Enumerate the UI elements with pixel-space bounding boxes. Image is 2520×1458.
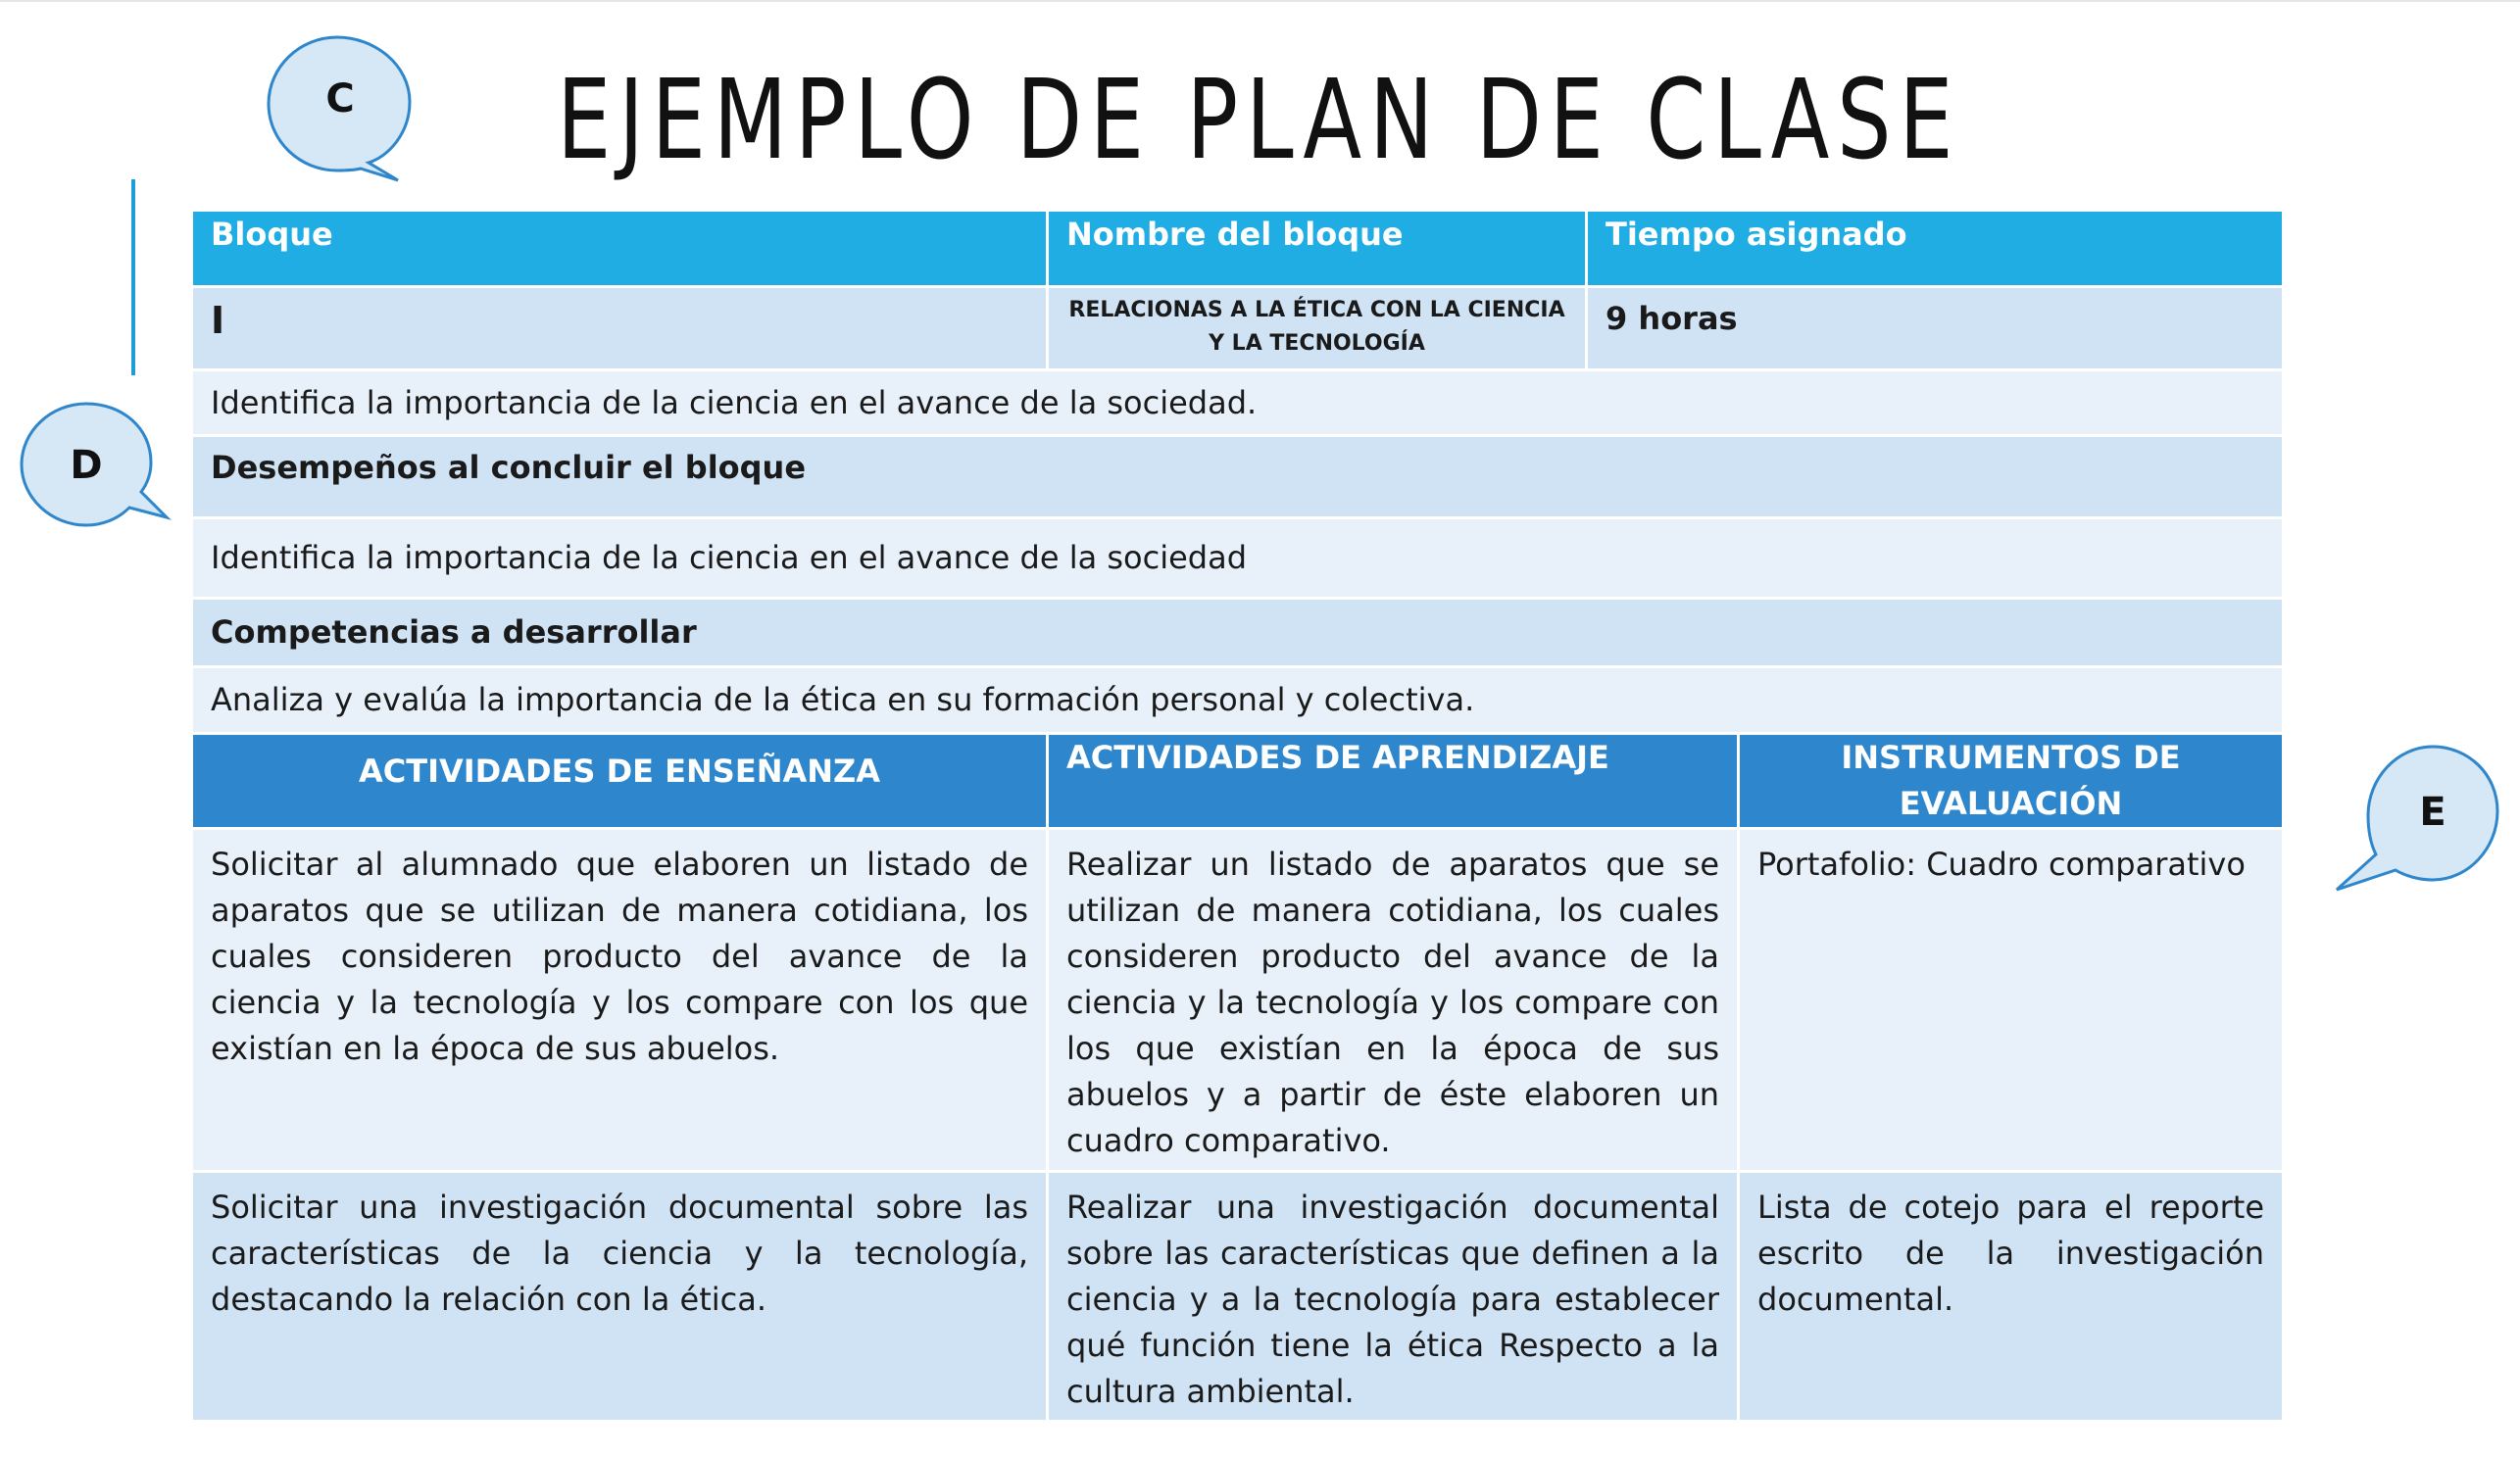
header-tiempo-asignado: Tiempo asignado <box>1587 211 2284 287</box>
block-name-line2: Y LA TECNOLOGÍA <box>1209 331 1425 356</box>
purpose-text: Identifica la importancia de la ciencia en el avance de la sociedad. <box>192 370 2284 436</box>
side-accent-line <box>131 179 135 375</box>
activity-evaluacion: Portafolio: Cuadro comparativo <box>1739 829 2284 1172</box>
bubble-label-e: E <box>2419 790 2446 835</box>
desempenos-label-row <box>192 436 2284 518</box>
header-nombre-bloque: Nombre del bloque <box>1048 211 1587 287</box>
bubble-label-d: D <box>70 443 103 488</box>
desempenos-text: Identifica la importancia de la ciencia en el avance de la sociedad <box>192 518 2284 599</box>
block-info-row <box>192 287 2284 370</box>
desempenos-label: Desempeños al concluir el bloque <box>192 436 2284 518</box>
competencias-row <box>192 667 2284 734</box>
callout-bubble-c <box>267 35 414 182</box>
activity-row <box>192 829 2284 1172</box>
top-rule <box>0 0 2520 2</box>
header-actividades-aprendizaje: ACTIVIDADES DE APRENDIZAJE <box>1048 734 1739 829</box>
activities-header-row <box>192 734 2284 829</box>
competencias-label-row <box>192 599 2284 667</box>
block-name-line1: RELACIONAS A LA ÉTICA CON LA CIENCIA <box>1068 298 1565 322</box>
callout-bubble-e <box>2335 745 2501 892</box>
lesson-plan-table <box>190 209 2285 1423</box>
desempenos-row <box>192 518 2284 599</box>
block-number: I <box>192 287 1048 370</box>
purpose-row <box>192 370 2284 436</box>
activity-ensenanza: Solicitar al alumnado que elaboren un listado de aparatos que se utilizan de manera cotidiana, los cuales consideren producto del avance de la ciencia y la tecnología y los compare con los que existían en la época de sus abuelos. <box>192 829 1048 1172</box>
header-actividades-ensenanza: ACTIVIDADES DE ENSEÑANZA <box>192 734 1048 829</box>
bubble-label-c: C <box>325 76 355 122</box>
block-time: 9 horas <box>1587 287 2284 370</box>
callout-bubble-d <box>20 402 176 539</box>
header-instrumentos-evaluacion: INSTRUMENTOS DE EVALUACIÓN <box>1739 734 2284 829</box>
block-header-row <box>192 211 2284 287</box>
activity-aprendizaje: Realizar una investigación documental sobre las características que definen a la ciencia y a la tecnología para establecer qué función tiene la ética Respecto a la cultura ambiental. <box>1048 1172 1739 1422</box>
activity-ensenanza: Solicitar una investigación documental sobre las características de la ciencia y la tecnología, destacando la relación con la ética. <box>192 1172 1048 1422</box>
activity-evaluacion: Lista de cotejo para el reporte escrito de la investigación documental. <box>1739 1172 2284 1422</box>
competencias-label: Competencias a desarrollar <box>192 599 2284 667</box>
activity-row <box>192 1172 2284 1422</box>
competencias-text: Analiza y evalúa la importancia de la ética en su formación personal y colectiva. <box>192 667 2284 734</box>
page-title: EJEMPLO DE PLAN DE CLASE <box>557 57 1961 184</box>
activity-aprendizaje: Realizar un listado de aparatos que se utilizan de manera cotidiana, los cuales consideren producto del avance de la ciencia y la tecnología y los compare con los que existían en la época de sus abuelos y a partir de éste elaboren un cuadro comparativo. <box>1048 829 1739 1172</box>
block-name <box>1048 287 1587 370</box>
header-bloque: Bloque <box>192 211 1048 287</box>
